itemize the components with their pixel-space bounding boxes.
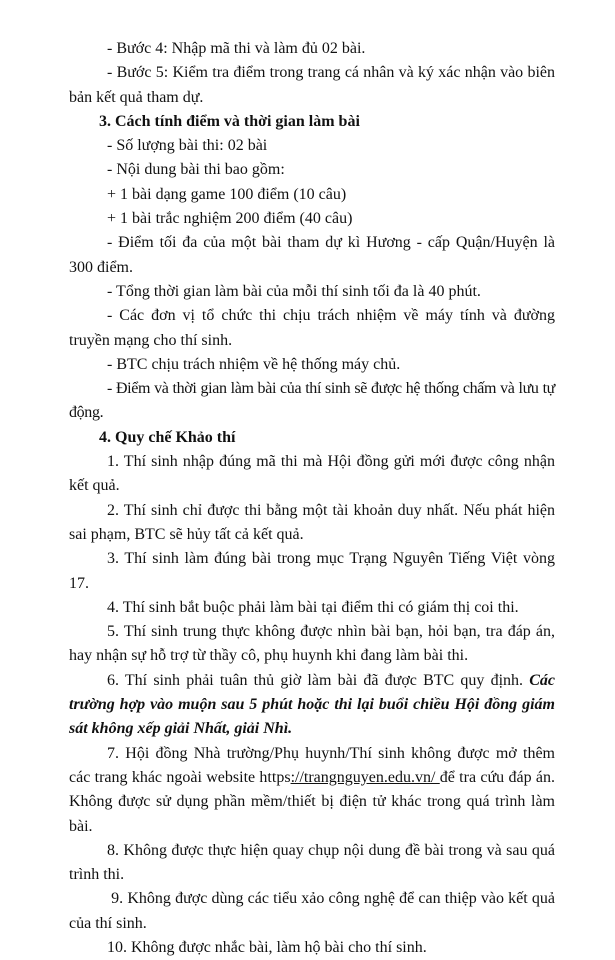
rule-10: 10. Không được nhắc bài, làm hộ bài cho thí sinh.	[107, 938, 427, 956]
rule-5: 5. Thí sinh trung thực không được nhìn bài bạn, hỏi bạn, tra đáp án, hay nhận sự hỗ trợ từ thầy cô, phụ huynh khi đang làm bài thi.	[69, 623, 555, 665]
rule-7	[69, 742, 555, 839]
rule-3: 3. Thí sinh làm đúng bài trong mục Trạng Nguyên Tiếng Việt vòng 17.	[69, 550, 555, 592]
section-3-item: - Nội dung bài thi bao gồm:	[107, 161, 285, 179]
section-3-item: - Điểm và thời gian làm bài của thí sinh sẽ được hệ thống chấm và lưu tự động.	[69, 380, 555, 422]
rule-2: 2. Thí sinh chỉ được thi bằng một tài khoản duy nhất. Nếu phát hiện sai phạm, BTC sẽ hủy tất cả kết quả.	[69, 501, 555, 543]
section-3-item: - Các đơn vị tổ chức thi chịu trách nhiệm về máy tính và đường truyền mạng cho thí sinh.	[69, 307, 555, 349]
step-5: - Bước 5: Kiểm tra điểm trong trang cá nhân và ký xác nhận vào biên bản kết quả tham dự.	[69, 64, 555, 106]
section-3-item: + 1 bài dạng game 100 điểm (10 câu)	[107, 185, 347, 203]
step-4: - Bước 4: Nhập mã thi và làm đủ 02 bài.	[107, 40, 366, 57]
section-3-heading: 3. Cách tính điểm và thời gian làm bài	[99, 112, 360, 130]
section-3-item: - Số lượng bài thi: 02 bài	[107, 137, 268, 155]
rule-6	[69, 669, 555, 742]
rule-7-text-after: để tra cứu đáp án. Không được sử dụng phần mềm/thiết bị điện tử khác trong quá trình làm bài.	[69, 768, 556, 835]
rule-6-emphasis: Các trường hợp vào muộn sau 5 phút hoặc thi lại buổi chiều Hội đồng giám sát không xếp giải Nhất, giải Nhì.	[69, 671, 555, 738]
section-3-item: - Tổng thời gian làm bài của mỗi thí sinh tối đa là 40 phút.	[107, 282, 481, 300]
section-3-item: + 1 bài trắc nghiệm 200 điểm (40 câu)	[107, 210, 353, 228]
rule-7-text-before: 7. Hội đồng Nhà trường/Phụ huynh/Thí sinh không được mở thêm các trang khác ngoài website https	[69, 744, 555, 786]
section-3-item: - Điểm tối đa của một bài tham dự kì Hương - cấp Quận/Huyện là 300 điểm.	[69, 234, 555, 276]
rule-1: 1. Thí sinh nhập đúng mã thi mà Hội đồng gửi mới được công nhận kết quả.	[69, 453, 555, 495]
rule-9: 9. Không được dùng các tiểu xảo công nghệ để can thiệp vào kết quả của thí sinh.	[69, 890, 560, 932]
document-page	[69, 37, 560, 960]
section-3-item: - BTC chịu trách nhiệm về hệ thống máy chủ.	[107, 355, 401, 373]
section-4-heading: 4. Quy chế Khảo thí	[99, 428, 236, 446]
website-link[interactable]: ://trangnguyen.edu.vn/	[290, 768, 440, 786]
rule-8: 8. Không được thực hiện quay chụp nội dung đề bài trong và sau quá trình thi.	[69, 841, 555, 884]
rule-4: 4. Thí sinh bắt buộc phải làm bài tại điểm thi có giám thị coi thi.	[107, 598, 519, 616]
rule-6-text: 6. Thí sinh phải tuân thủ giờ làm bài đã được BTC quy định.	[107, 671, 530, 689]
